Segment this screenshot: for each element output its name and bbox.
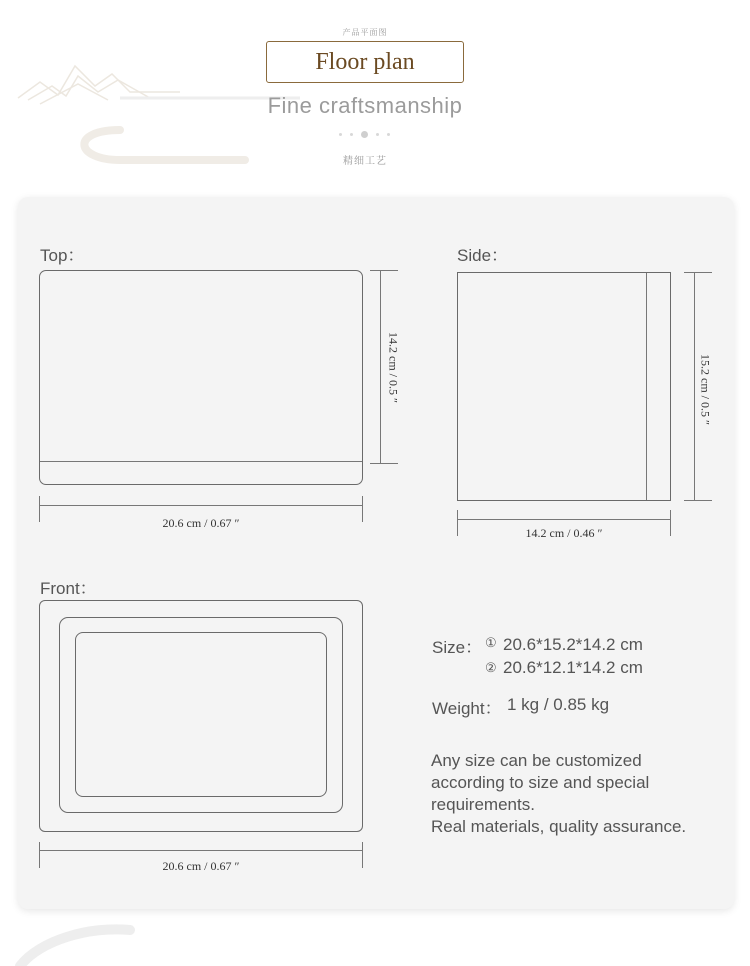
dim-line (39, 505, 363, 506)
page-title: Floor plan (266, 41, 464, 83)
note-line: requirements. (431, 795, 535, 814)
note-line: according to size and special (431, 773, 650, 792)
side-view-outline (457, 272, 671, 501)
top-view-height-dimension: 14.2 cm / 0.5 ″ (386, 332, 401, 403)
divider-dots (339, 131, 390, 138)
top-view-inner-line (40, 461, 362, 462)
top-view-label: Top： (40, 246, 85, 265)
dim-line (457, 519, 671, 520)
size-2-value: 20.6*12.1*14.2 cm (503, 658, 643, 677)
size-1-value: 20.6*15.2*14.2 cm (503, 635, 643, 654)
dim-tick (684, 500, 712, 501)
weight-label: Weight： (432, 699, 502, 718)
note-line: Real materials, quality assurance. (431, 817, 687, 836)
dim-tick (370, 463, 398, 464)
side-view-label: Side： (457, 246, 509, 265)
header-cn-subcaption: 精细工艺 (343, 156, 387, 167)
header-cn-caption: 产品平面图 (342, 28, 388, 37)
size-label: Size： (432, 638, 483, 657)
side-view-height-dimension: 15.2 cm / 0.5 ″ (698, 354, 713, 425)
top-view-width-dimension: 20.6 cm / 0.67 ″ (162, 516, 240, 530)
dim-tick (684, 272, 712, 273)
page-subtitle: Fine craftsmanship (267, 93, 463, 118)
description-note (431, 750, 731, 838)
dim-tick (370, 270, 398, 271)
front-view-width-dimension: 20.6 cm / 0.67 ″ (162, 859, 240, 873)
front-view-inner-frame (75, 632, 327, 797)
dim-line (39, 850, 363, 851)
side-view-inner-line (646, 273, 647, 500)
side-view-width-dimension: 14.2 cm / 0.46 ″ (525, 526, 603, 540)
front-view-label: Front： (40, 579, 97, 598)
weight-value: 1 kg / 0.85 kg (507, 695, 610, 714)
size-2-marker: ② (485, 660, 497, 675)
dim-line (380, 270, 381, 464)
size-1-marker: ① (485, 635, 497, 650)
top-view-outline (39, 270, 363, 485)
note-line: Any size can be customized (431, 751, 642, 770)
dim-line (694, 272, 695, 501)
